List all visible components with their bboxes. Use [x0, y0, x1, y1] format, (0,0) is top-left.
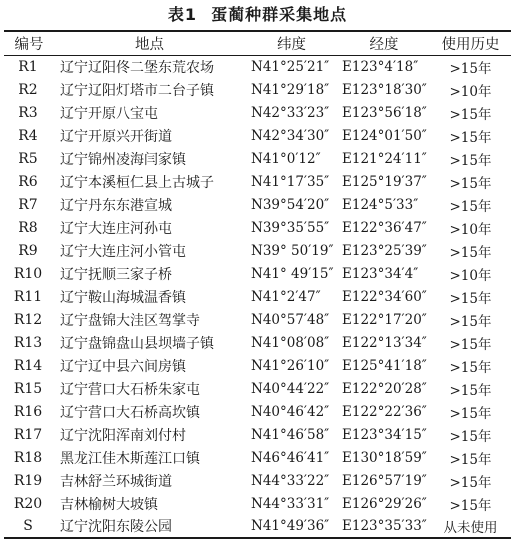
cell-longitude: E123°25′39″: [342, 242, 427, 259]
table-row: [4, 515, 511, 538]
cell-history: >10年: [449, 267, 492, 284]
cell-code: R1: [18, 58, 38, 75]
table-row: [4, 147, 511, 170]
cell-history: >15年: [449, 152, 492, 169]
table-row: [4, 377, 511, 400]
cell-latitude: N39°54′20″: [251, 196, 330, 213]
cell-longitude: E123°56′18″: [342, 104, 427, 121]
table-row: [4, 423, 511, 446]
cell-latitude: N41°49′36″: [251, 518, 330, 534]
cell-longitude: E126°57′19″: [342, 472, 427, 489]
cell-latitude: N41°17′35″: [251, 173, 330, 190]
cell-location: 吉林榆树大坡镇: [60, 496, 158, 513]
cell-latitude: N41°2′47″: [251, 288, 321, 305]
table-row: [4, 308, 511, 331]
cell-latitude: N41°26′10″: [251, 357, 330, 374]
cell-history: >15年: [449, 336, 492, 353]
cell-history: >15年: [449, 244, 492, 261]
cell-latitude: N46°46′41″: [251, 449, 330, 466]
cell-code: R7: [18, 196, 38, 213]
cell-location: 辽宁营口大石桥高坎镇: [60, 404, 200, 421]
cell-location: 辽宁开原八宝屯: [60, 105, 158, 122]
table-row: [4, 400, 511, 423]
cell-history: >15年: [449, 497, 492, 514]
cell-longitude: E122°34′60″: [342, 288, 427, 305]
cell-code: R20: [13, 495, 43, 512]
cell-history: 从未使用: [443, 520, 498, 536]
cell-history: >15年: [449, 405, 492, 422]
cell-location: 黑龙江佳木斯莲江口镇: [60, 450, 200, 467]
table-row: [4, 78, 511, 101]
cell-history: >15年: [449, 60, 492, 77]
table-row: [4, 239, 511, 262]
cell-history: >15年: [449, 106, 492, 123]
cell-location: 辽宁沈阳东陵公园: [60, 519, 172, 535]
cell-location: 辽宁沈阳浑南刘付村: [60, 427, 186, 444]
cell-longitude: E122°13′34″: [342, 334, 427, 351]
table-row: [4, 262, 511, 285]
cell-code: R13: [13, 334, 43, 351]
cell-history: >15年: [449, 175, 492, 192]
cell-history: >15年: [449, 382, 492, 399]
cell-latitude: N42°33′23″: [251, 104, 330, 121]
cell-latitude: N41° 49′15″: [251, 265, 334, 282]
cell-longitude: E122°20′28″: [342, 380, 427, 397]
cell-code: R11: [13, 288, 43, 305]
cell-latitude: N41°25′21″: [251, 58, 330, 75]
cell-history: >15年: [449, 359, 492, 376]
cell-history: >10年: [449, 221, 492, 238]
cell-latitude: N44°33′31″: [251, 495, 330, 512]
cell-latitude: N39° 50′19″: [251, 242, 334, 259]
cell-history: >10年: [449, 83, 492, 100]
cell-longitude: E126°29′26″: [342, 495, 427, 512]
cell-latitude: N40°46′42″: [251, 403, 330, 420]
cell-location: 辽宁本溪桓仁县上古城子: [60, 174, 214, 191]
cell-longitude: E122°17′20″: [342, 311, 427, 328]
cell-location: 辽宁辽阳灯塔市二台子镇: [60, 82, 214, 99]
cell-latitude: N42°34′30″: [251, 127, 330, 144]
table-title: 蛋蔺种群采集地点: [211, 5, 348, 24]
table-header-row: [4, 31, 511, 55]
cell-code: R2: [18, 81, 38, 98]
cell-code: R12: [13, 311, 43, 328]
cell-code: R16: [13, 403, 43, 420]
cell-longitude: E123°34′15″: [342, 426, 427, 443]
cell-latitude: N44°33′22″: [251, 472, 330, 489]
cell-code: R4: [18, 127, 38, 144]
table-row: [4, 331, 511, 354]
cell-history: >15年: [449, 451, 492, 468]
cell-latitude: N40°57′48″: [251, 311, 330, 328]
cell-history: >15年: [449, 474, 492, 491]
table-row: [4, 170, 511, 193]
cell-code: R8: [18, 219, 38, 236]
cell-location: 辽宁辽中县六间房镇: [60, 358, 186, 375]
table-caption: [4, 0, 511, 30]
cell-code: R18: [13, 449, 43, 466]
cell-longitude: E124°5′33″: [342, 196, 419, 213]
cell-code: R9: [18, 242, 38, 259]
cell-location: 辽宁锦州凌海闫家镇: [60, 151, 186, 168]
cell-latitude: N41°0′12″: [251, 150, 321, 167]
table-number: 表1: [167, 5, 198, 24]
table-row: [4, 354, 511, 377]
cell-location: 辽宁抚顺三家子桥: [60, 266, 172, 283]
header-history: 使用历史: [441, 36, 500, 53]
table-row: [4, 446, 511, 469]
cell-longitude: E123°35′33″: [342, 518, 427, 534]
header-longitude: 经度: [369, 36, 399, 53]
table-body: [4, 55, 511, 538]
cell-location: 辽宁营口大石桥朱家屯: [60, 381, 200, 398]
sampling-sites-table: [4, 30, 511, 539]
cell-location: 辽宁丹东东港宣城: [60, 197, 172, 214]
table-row: [4, 101, 511, 124]
cell-location: 辽宁盘锦盘山县坝墙子镇: [60, 335, 214, 352]
cell-location: 辽宁辽阳佟二堡东荒农场: [60, 59, 214, 76]
cell-location: 辽宁鞍山海城温香镇: [60, 289, 186, 306]
cell-longitude: E121°24′11″: [342, 150, 427, 167]
cell-latitude: N41°46′58″: [251, 426, 330, 443]
cell-history: >15年: [449, 129, 492, 146]
cell-longitude: E125°41′18″: [342, 357, 427, 374]
header-latitude: 纬度: [277, 36, 306, 53]
cell-history: >15年: [449, 198, 492, 215]
cell-latitude: N41°29′18″: [251, 81, 330, 98]
cell-code: R14: [13, 357, 43, 374]
cell-longitude: E123°18′30″: [342, 81, 427, 98]
cell-latitude: N40°44′22″: [251, 380, 330, 397]
table-figure: [4, 0, 511, 539]
cell-location: 辽宁大连庄河孙屯: [60, 220, 172, 237]
cell-code: R10: [13, 265, 43, 282]
cell-code: R15: [13, 380, 43, 397]
cell-code: R5: [18, 150, 38, 167]
table-row: [4, 124, 511, 147]
cell-location: 辽宁盘锦大洼区驾掌寺: [60, 312, 200, 329]
cell-location: 吉林舒兰环城街道: [60, 473, 172, 490]
cell-longitude: E122°36′47″: [342, 219, 427, 236]
table-row: [4, 492, 511, 515]
cell-code: R19: [13, 472, 43, 489]
cell-history: >15年: [449, 290, 492, 307]
cell-code: R6: [18, 173, 38, 190]
cell-latitude: N39°35′55″: [251, 219, 330, 236]
cell-history: >15年: [449, 428, 492, 445]
table-row: [4, 216, 511, 239]
cell-code: R17: [13, 426, 43, 443]
table-row: [4, 469, 511, 492]
cell-longitude: E123°34′4″: [342, 265, 419, 282]
cell-latitude: N41°08′08″: [251, 334, 330, 351]
header-location: 地点: [135, 36, 164, 53]
cell-location: 辽宁开原兴开街道: [60, 128, 172, 145]
cell-location: 辽宁大连庄河小管屯: [60, 243, 186, 260]
cell-longitude: E124°01′50″: [342, 127, 427, 144]
cell-longitude: E130°18′59″: [342, 449, 427, 466]
table-row: [4, 285, 511, 308]
cell-code: R3: [18, 104, 38, 121]
cell-longitude: E125°19′37″: [342, 173, 427, 190]
cell-longitude: E122°22′36″: [342, 403, 427, 420]
cell-history: >15年: [449, 313, 492, 330]
cell-code: S: [23, 518, 33, 534]
table-row: [4, 193, 511, 216]
table-row: [4, 55, 511, 78]
cell-longitude: E123°4′18″: [342, 58, 419, 75]
header-code: 编号: [14, 36, 44, 53]
